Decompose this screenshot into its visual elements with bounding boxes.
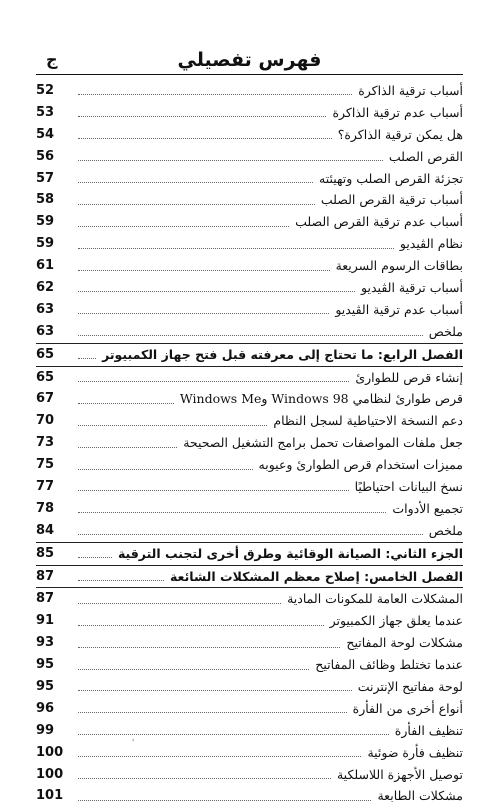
dot-leader xyxy=(78,756,361,757)
toc-row xyxy=(36,410,463,432)
toc-entry-title: أسباب ترقية الڤيديو xyxy=(357,279,463,297)
dot-leader xyxy=(78,580,164,581)
toc-entry-title: هل يمكن ترقية الذاكرة؟ xyxy=(334,126,463,144)
dot-leader xyxy=(78,381,349,382)
toc-row xyxy=(36,432,463,454)
toc-entry-title: أسباب عدم ترقية الذاكرة xyxy=(328,104,463,122)
toc-entry-title: تنظيف فأرة ضوئية xyxy=(363,744,463,762)
dot-leader xyxy=(78,669,309,670)
toc-page-number: 93 xyxy=(36,634,74,652)
toc-page-number: 87 xyxy=(36,568,74,586)
dot-leader xyxy=(78,403,174,404)
toc-page-number: 78 xyxy=(36,500,74,518)
toc-entry-title: ملخص xyxy=(425,323,463,341)
toc-row xyxy=(36,124,463,146)
toc-entry-title: نظام الڤيديو xyxy=(396,235,463,253)
toc-page-number: 75 xyxy=(36,456,74,474)
toc-page-number: 59 xyxy=(36,213,74,231)
toc-entry-title: أسباب عدم ترقية الڤيديو xyxy=(331,301,463,319)
dot-leader xyxy=(78,335,423,336)
toc-row xyxy=(36,720,463,742)
page-title: فهرس تفصيلي xyxy=(36,48,463,72)
toc-row xyxy=(36,786,463,807)
toc-heading-title: الفصل الرابع: ما تحتاج إلى معرفته قبل فتح جهاز الكمبيوتر xyxy=(98,346,463,364)
toc-page-number: 59 xyxy=(36,235,74,253)
toc-row xyxy=(36,255,463,277)
dot-leader xyxy=(78,512,386,513)
toc-row xyxy=(36,321,463,344)
toc-row xyxy=(36,146,463,168)
toc-entry-title: توصيل الأجهزة اللاسلكية xyxy=(333,766,463,784)
toc-page-number: 57 xyxy=(36,170,74,188)
dot-leader xyxy=(78,557,112,558)
toc-page-number: 96 xyxy=(36,700,74,718)
toc-page-number: 52 xyxy=(36,82,74,100)
toc-row xyxy=(36,610,463,632)
dot-leader xyxy=(78,734,389,735)
toc-heading-title: الفصل الخامس: إصلاح معظم المشكلات الشائعة xyxy=(166,568,463,586)
toc-page-number: 99 xyxy=(36,722,74,740)
toc-entry-title: بطاقات الرسوم السريعة xyxy=(332,257,463,275)
dot-leader xyxy=(78,469,253,470)
toc-row xyxy=(36,233,463,255)
toc-page-number: 84 xyxy=(36,522,74,540)
toc-entry-title: مميزات استخدام قرص الطوارئ وعيوبه xyxy=(255,456,463,474)
toc-entry-title: أسباب ترقية الذاكرة xyxy=(354,82,463,100)
toc-row xyxy=(36,498,463,520)
dot-leader xyxy=(78,778,331,779)
toc-row xyxy=(36,476,463,498)
toc-page-number: 63 xyxy=(36,301,74,319)
toc-entry-title: لوحة مفاتيح الإنترنت xyxy=(354,678,463,696)
toc-entry-title: عندما يعلق جهاز الكمبيوتر xyxy=(326,612,463,630)
header-divider xyxy=(36,74,463,75)
toc-entry-title: مشكلات لوحة المفاتيح xyxy=(342,634,463,652)
toc-heading-title: الجزء الثاني: الصيانة الوقائية وطرق أخرى لتجنب الترقية xyxy=(114,545,463,563)
toc-row xyxy=(36,277,463,299)
toc-page-number: 53 xyxy=(36,104,74,122)
dot-leader xyxy=(78,138,332,139)
toc-row xyxy=(36,520,463,543)
toc-row xyxy=(36,211,463,233)
toc-page-number: 85 xyxy=(36,545,74,563)
toc-row xyxy=(36,742,463,764)
dot-leader xyxy=(78,204,315,205)
dot-leader xyxy=(78,248,394,249)
dot-leader xyxy=(78,490,349,491)
toc-page-number: 101 xyxy=(36,787,74,805)
dot-leader xyxy=(78,447,177,448)
toc-page-number: 62 xyxy=(36,279,74,297)
toc-entry-title: قرص طوارئ لنظامي Windows 98 وWindows Me xyxy=(176,390,463,408)
dot-leader xyxy=(78,690,352,691)
toc-entry-title: جعل ملفات المواصفات تحمل برامج التشغيل الصحيحة xyxy=(179,434,463,452)
dot-leader xyxy=(78,313,329,314)
toc-page-number: 63 xyxy=(36,323,74,341)
toc-entry-title: ملخص xyxy=(425,522,463,540)
page-mark: ' xyxy=(132,738,134,747)
toc-row xyxy=(36,698,463,720)
toc-entry-title: نسخ البيانات احتياطيًا xyxy=(351,478,463,496)
dot-leader xyxy=(78,625,324,626)
toc-row xyxy=(36,676,463,698)
toc-page-number: 91 xyxy=(36,612,74,630)
dot-leader xyxy=(78,712,347,713)
toc-entry-title: أسباب ترقية القرص الصلب xyxy=(317,191,463,209)
toc-row xyxy=(36,168,463,190)
toc-row xyxy=(36,388,463,410)
toc-row xyxy=(36,367,463,389)
toc-page-number: 58 xyxy=(36,191,74,209)
toc-page-number: 95 xyxy=(36,656,74,674)
toc-entry-title: القرص الصلب xyxy=(385,148,463,166)
toc-row xyxy=(36,454,463,476)
toc-entry-title: تجزئة القرص الصلب وتهيئته xyxy=(315,170,463,188)
dot-leader xyxy=(78,647,340,648)
toc-page-number: 100 xyxy=(36,766,74,784)
toc-row xyxy=(36,588,463,610)
dot-leader xyxy=(78,94,352,95)
toc-entry-title: إنشاء قرص للطوارئ xyxy=(351,369,463,387)
toc-entry-title: دعم النسخة الاحتياطية لسجل النظام xyxy=(269,412,463,430)
toc-row xyxy=(36,80,463,102)
dot-leader xyxy=(78,182,313,183)
page-header xyxy=(36,48,463,74)
table-of-contents xyxy=(36,80,463,807)
dot-leader xyxy=(78,358,96,359)
dot-leader xyxy=(78,800,371,801)
toc-page-number: 70 xyxy=(36,412,74,430)
toc-page-number: 65 xyxy=(36,346,74,364)
toc-page-number: 77 xyxy=(36,478,74,496)
dot-leader xyxy=(78,425,267,426)
toc-heading-row xyxy=(36,543,463,566)
dot-leader xyxy=(78,291,355,292)
dot-leader xyxy=(78,603,281,604)
toc-page-number: 67 xyxy=(36,390,74,408)
toc-entry-title: مشكلات الطابعة xyxy=(373,787,463,805)
toc-page-number: 95 xyxy=(36,678,74,696)
dot-leader xyxy=(78,270,330,271)
toc-row xyxy=(36,189,463,211)
dot-leader xyxy=(78,534,423,535)
page-letter: ج xyxy=(46,50,58,70)
dot-leader xyxy=(78,160,383,161)
toc-row xyxy=(36,299,463,321)
toc-row xyxy=(36,764,463,786)
toc-row xyxy=(36,654,463,676)
dot-leader xyxy=(78,226,289,227)
toc-page-number: 54 xyxy=(36,126,74,144)
toc-entry-title: المشكلات العامة للمكونات المادية xyxy=(283,590,463,608)
toc-heading-row xyxy=(36,344,463,367)
toc-page-number: 56 xyxy=(36,148,74,166)
dot-leader xyxy=(78,116,326,117)
toc-entry-title: عندما تختلط وظائف المفاتيح xyxy=(311,656,463,674)
toc-entry-title: أنواع أخرى من الفأرة xyxy=(349,700,463,718)
toc-page-number: 100 xyxy=(36,744,74,762)
toc-entry-title: تنظيف الفأرة xyxy=(391,722,463,740)
toc-page-number: 61 xyxy=(36,257,74,275)
toc-entry-title: أسباب عدم ترقية القرص الصلب xyxy=(291,213,463,231)
toc-page-number: 73 xyxy=(36,434,74,452)
toc-row xyxy=(36,102,463,124)
toc-page-number: 87 xyxy=(36,590,74,608)
toc-heading-row xyxy=(36,566,463,589)
toc-row xyxy=(36,632,463,654)
toc-page-number: 65 xyxy=(36,369,74,387)
toc-entry-title: تجميع الأدوات xyxy=(388,500,463,518)
